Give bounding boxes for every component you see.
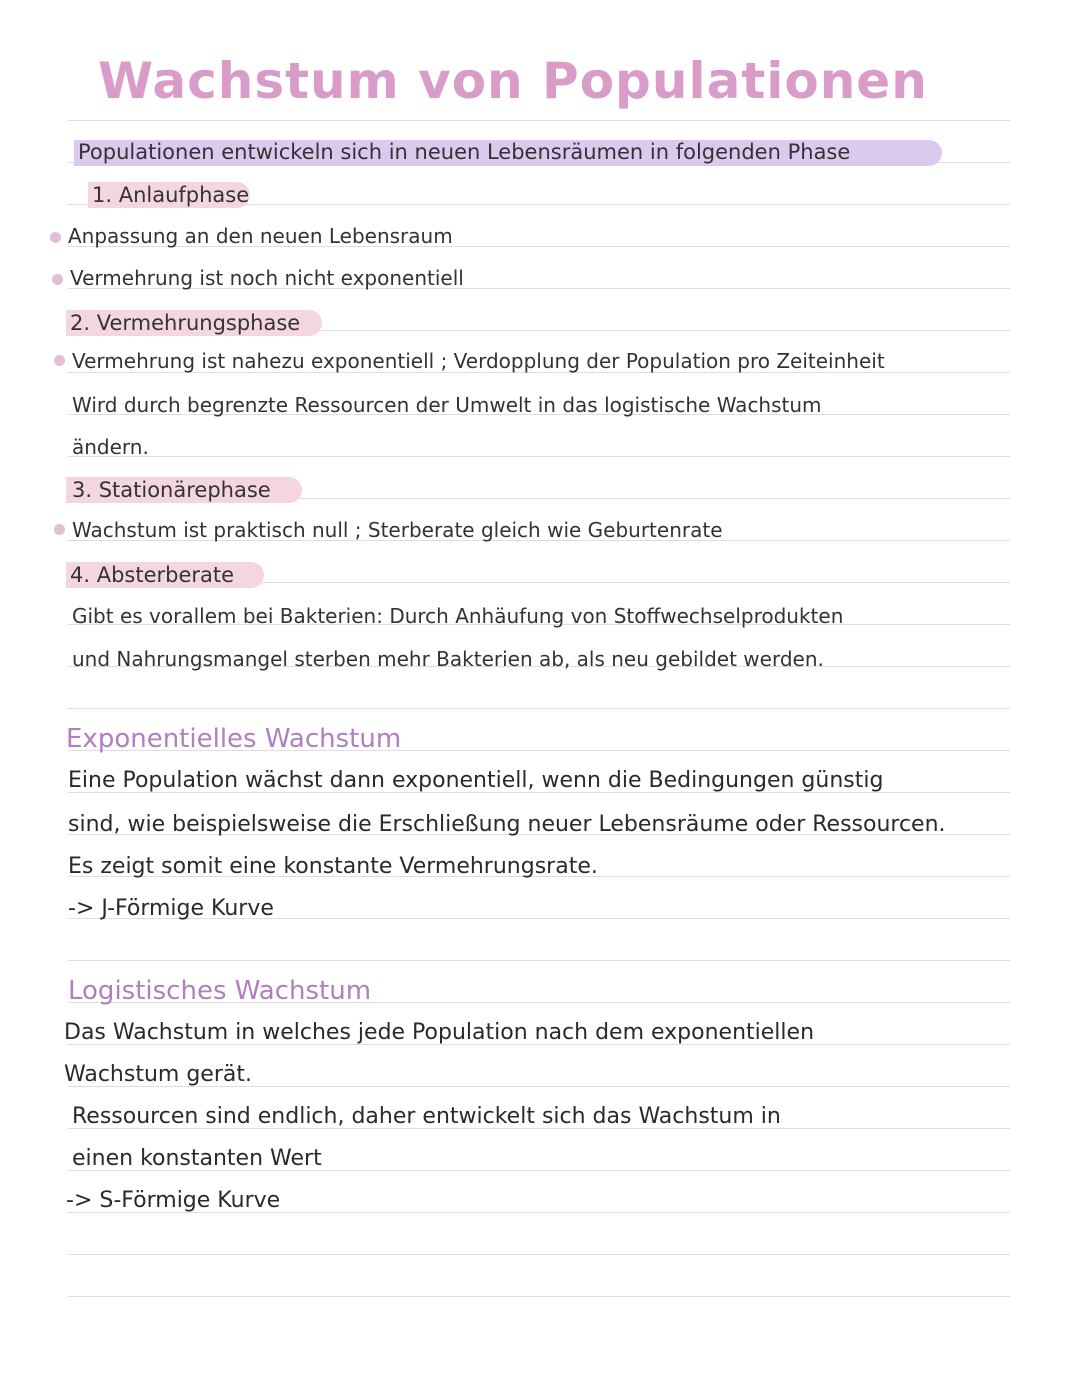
ruled-line [68,960,1010,961]
logistic-line-1: Das Wachstum in welches jede Population nach dem exponentiellen [64,1020,815,1045]
phase-3-heading: 3. Stationärephase [72,478,271,502]
ruled-line [68,456,1010,457]
exponential-line-2: sind, wie beispielsweise die Erschließung neuer Lebensräume oder Ressourcen. [68,812,946,837]
exponential-line-3: Es zeigt somit eine konstante Vermehrungsrate. [68,854,598,879]
logistic-line-2: Wachstum gerät. [64,1062,252,1087]
phase-1-bullet-2: Vermehrung ist noch nicht exponentiell [70,266,464,290]
phase-2-bullet-1: Vermehrung ist nahezu exponentiell ; Verdopplung der Population pro Zeiteinheit [72,349,885,373]
logistic-heading: Logistisches Wachstum [68,976,372,1006]
phase-3-bullet-1: Wachstum ist praktisch null ; Sterberate gleich wie Geburtenrate [72,518,723,542]
exponential-line-1: Eine Population wächst dann exponentiell, wenn die Bedingungen günstig [68,768,884,793]
page-title: Wachstum von Populationen [98,52,928,110]
phase-2-text-2: ändern. [72,435,149,459]
ruled-line [68,1296,1010,1297]
phase-4-heading: 4. Absterberate [70,563,235,587]
ruled-line [68,1254,1010,1255]
bullet-dot [54,524,65,535]
bullet-dot [52,274,63,285]
logistic-line-4: einen konstanten Wert [72,1146,322,1171]
bullet-dot [50,232,61,243]
ruled-line [68,708,1010,709]
phase-4-text-2: und Nahrungsmangel sterben mehr Bakterien ab, als neu gebildet werden. [72,647,824,671]
phase-4-text-1: Gibt es vorallem bei Bakterien: Durch Anhäufung von Stoffwechselprodukten [72,604,844,628]
logistic-line-3: Ressourcen sind endlich, daher entwickelt sich das Wachstum in [72,1104,781,1129]
exponential-line-4: -> J-Förmige Kurve [68,896,274,921]
bullet-dot [54,355,65,366]
phase-2-text-1: Wird durch begrenzte Ressourcen der Umwelt in das logistische Wachstum [72,393,822,417]
logistic-line-5: -> S-Förmige Kurve [66,1188,281,1213]
intro-text: Populationen entwickeln sich in neuen Lebensräumen in folgenden Phase [78,140,851,164]
exponential-heading: Exponentielles Wachstum [66,724,402,754]
phase-1-bullet-1: Anpassung an den neuen Lebensraum [68,224,453,248]
phase-2-heading: 2. Vermehrungsphase [70,311,301,335]
ruled-line [68,120,1010,121]
phase-1-heading: 1. Anlaufphase [92,183,250,207]
